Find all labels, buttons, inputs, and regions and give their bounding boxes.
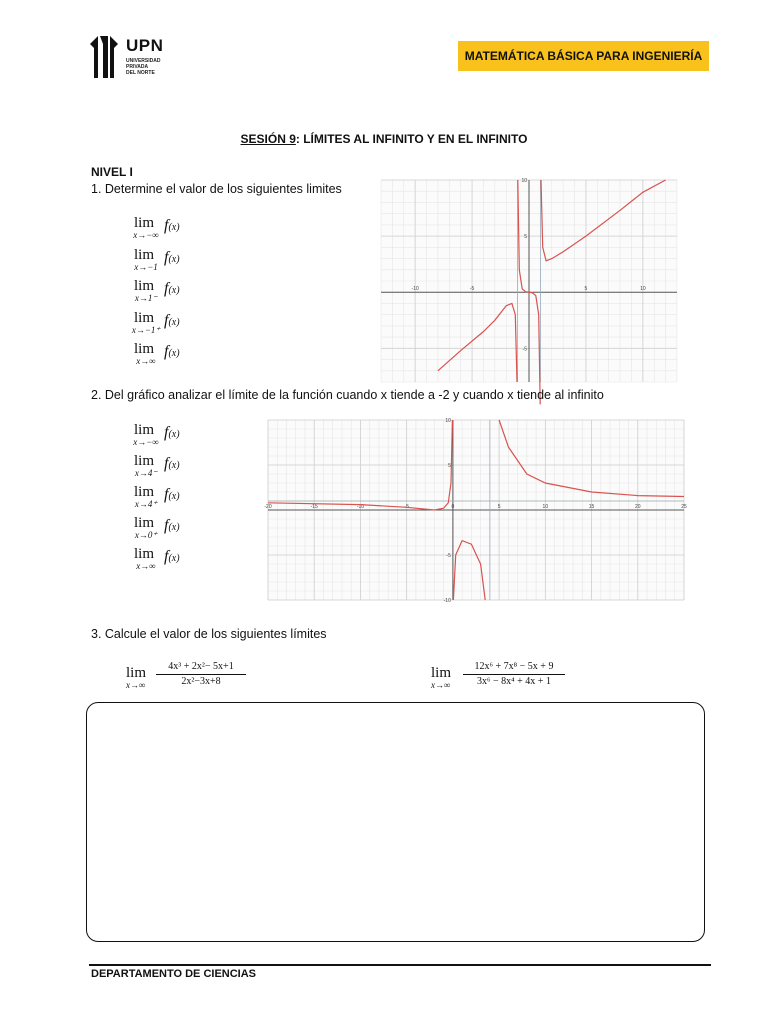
function-symbol [164,343,180,361]
limit-subscript: x→∞ [136,561,156,571]
f-argument: (x) [168,222,180,233]
limit-expression [126,546,216,576]
f-letter: f [164,455,169,472]
y-tick-label: -5 [522,346,527,353]
session-topic: : LÍMITES AL INFINITO Y EN EL INFINITO [295,132,528,146]
f-argument: (x) [168,348,180,359]
limit-fraction-a [126,658,256,692]
x-tick-label: -5 [469,286,475,293]
limit-expression [126,278,216,308]
level-heading: NIVEL I [91,165,133,179]
f-argument: (x) [168,429,180,440]
limit-expression [126,484,216,514]
limit-expression [126,422,216,452]
limit-expression [126,215,216,245]
fraction-bar [463,674,565,675]
x-tick-label: 10 [542,504,549,510]
function-symbol [164,548,180,566]
x-tick-label: -10 [356,504,365,510]
limit-expression [126,453,216,483]
y-tick-label: -5 [446,553,451,559]
limit-subscript: x→∞ [126,680,146,690]
fraction-bar [156,674,246,675]
footer-department: DEPARTAMENTO DE CIENCIAS [91,968,257,980]
limit-subscript: x→−1⁺ [131,325,161,335]
limit-subscript: x→1⁻ [134,293,158,303]
lim-word: lim [133,422,154,438]
logo-sub-line: PRIVADA [126,64,149,70]
limit-expression [126,247,216,277]
f-argument: (x) [168,491,180,502]
f-letter: f [164,249,169,266]
graph-2 [264,418,687,604]
function-symbol [164,517,180,535]
question-1: 1. Determine el valor de los siguientes limites [91,182,342,196]
fraction-denominator: 3x⁶ − 8x⁴ + 4x + 1 [477,676,551,687]
answer-box[interactable] [86,702,705,942]
f-argument: (x) [168,317,180,328]
fraction-numerator: 4x³ + 2x²− 5x+1 [168,661,234,672]
x-tick-label: 5 [584,286,588,293]
footer-divider [89,964,711,966]
lim-word: lim [133,247,154,263]
fraction-numerator: 12x⁶ + 7x⁸ − 5x + 9 [474,661,554,672]
course-banner: MATEMÁTICA BÁSICA PARA INGENIERÍA [458,41,709,71]
f-letter: f [164,217,169,234]
f-argument: (x) [168,460,180,471]
f-letter: f [164,343,169,360]
limit-subscript: x→−∞ [133,437,159,447]
lim-word: lim [133,310,154,326]
lim-word: lim [133,215,154,231]
limit-subscript: x→4⁻ [134,468,158,478]
lim-word: lim [431,665,452,681]
y-tick-label: 5 [524,234,527,241]
limit-expression [126,515,216,545]
limit-subscript: x→−1 [134,262,158,272]
x-tick-label: -5 [404,504,409,510]
x-tick-label: -10 [411,286,419,293]
lim-word: lim [133,453,154,469]
limit-subscript: x→∞ [431,680,451,690]
y-tick-label: 10 [521,178,527,184]
x-tick-label: 5 [497,504,501,510]
question-2: 2. Del gráfico analizar el límite de la función cuando x tiende a -2 y cuando x tiende al infinito [91,388,604,402]
f-letter: f [164,548,169,565]
x-tick-label: 15 [588,504,595,510]
f-letter: f [164,486,169,503]
function-symbol [164,280,180,298]
y-tick-label: 10 [445,418,451,424]
graph-1 [381,180,677,382]
limit-expression [126,310,216,340]
function-symbol [164,312,180,330]
logo-text: UPN [126,36,164,55]
function-symbol [164,455,180,473]
x-tick-label: 10 [640,286,646,293]
x-tick-label: -15 [310,504,318,510]
lim-word: lim [133,484,154,500]
f-argument: (x) [168,553,180,564]
f-argument: (x) [168,285,180,296]
lim-word: lim [133,546,154,562]
limit-subscript: x→∞ [136,356,156,366]
session-title [0,132,768,146]
lim-word: lim [133,278,154,294]
f-argument: (x) [168,522,180,533]
x-tick-label: 20 [634,504,641,510]
logo-subtitle [126,58,160,76]
f-letter: f [164,424,169,441]
f-letter: f [164,280,169,297]
y-tick-label: 5 [448,463,451,469]
fraction-denominator: 2x²−3x+8 [181,676,221,687]
x-tick-label: 25 [681,504,687,510]
f-letter: f [164,517,169,534]
limit-subscript: x→−∞ [133,230,159,240]
session-number: SESIÓN 9 [240,132,296,146]
logo-sub-line: UNIVERSIDAD [126,58,161,64]
f-argument: (x) [168,254,180,265]
upn-logo [90,36,170,92]
lim-word: lim [133,515,154,531]
limit-fraction-b [431,658,571,692]
x-tick-label: 0 [451,504,455,510]
function-symbol [164,217,180,235]
limit-expression [126,341,216,371]
logo-sub-line: DEL NORTE [126,70,155,76]
upn-logo-icon [90,36,124,78]
lim-word: lim [133,341,154,357]
question-3: 3. Calcule el valor de los siguientes límites [91,627,327,641]
y-tick-label: -10 [443,598,451,604]
function-symbol [164,486,180,504]
function-symbol [164,424,180,442]
limit-subscript: x→0⁺ [134,530,158,540]
lim-word: lim [126,665,147,681]
limit-subscript: x→4⁺ [134,499,158,509]
f-letter: f [164,312,169,329]
function-symbol [164,249,180,267]
x-tick-label: -20 [264,504,272,510]
